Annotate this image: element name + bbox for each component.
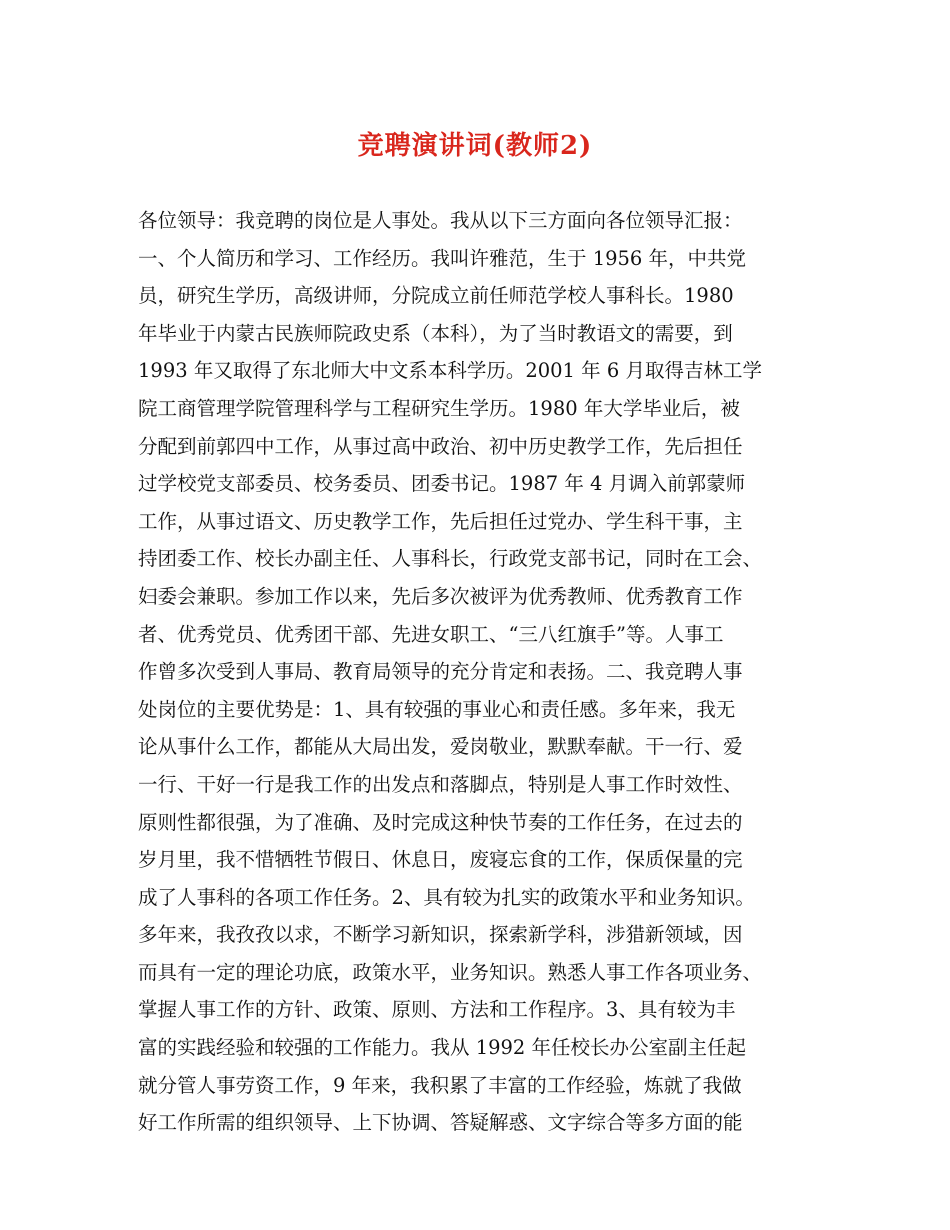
- body-line: 好工作所需的组织领导、上下协调、答疑解惑、文字综合等多方面的能: [138, 1111, 743, 1135]
- body-line: 各位领导：我竞聘的岗位是人事处。我从以下三方面向各位领导汇报：: [138, 209, 743, 232]
- body-line: 持团委工作、校长办副主任、人事科长，行政党支部书记，同时在工会、: [138, 547, 763, 571]
- body-line: 过学校党支部委员、校务委员、团委书记。1987 年 4 月调入前郭蒙师: [138, 472, 746, 496]
- body-line: 成了人事科的各项工作任务。2、具有较为扎实的政策水平和业务知识。: [138, 885, 755, 909]
- body-line: 院工商管理学院管理科学与工程研究生学历。1980 年大学毕业后，被: [138, 396, 740, 420]
- body-line: 就分管人事劳资工作，9 年来，我积累了丰富的工作经验，炼就了我做: [138, 1073, 742, 1097]
- body-line: 分配到前郭四中工作，从事过高中政治、初中历史教学工作，先后担任: [138, 434, 743, 458]
- body-line: 富的实践经验和较强的工作能力。我从 1992 年任校长办公室副主任起: [138, 1036, 747, 1060]
- body-line: 而具有一定的理论功底，政策水平，业务知识。熟悉人事工作各项业务、: [138, 960, 763, 984]
- body-line: 原则性都很强，为了准确、及时完成这种快节奏的工作任务，在过去的: [138, 810, 743, 834]
- body-line: 一行、干好一行是我工作的出发点和落脚点，特别是人事工作时效性、: [138, 772, 743, 796]
- body-line: 年毕业于内蒙古民族师院政史系（本科），为了当时教语文的需要，到: [138, 321, 733, 345]
- body-line: 1993 年又取得了东北师大中文系本科学历。2001 年 6 月取得吉林工学: [138, 359, 762, 383]
- body-line: 者、优秀党员、优秀团干部、先进女职工、“三八红旗手”等。人事工: [138, 622, 724, 646]
- document-title: 竞聘演讲词(教师2): [357, 131, 593, 161]
- body-line: 作曾多次受到人事局、教育局领导的充分肯定和表扬。二、我竞聘人事: [138, 660, 743, 684]
- body-line: 一、个人简历和学习、工作经历。我叫许雅范，生于 1956 年，中共党: [138, 246, 747, 270]
- body-line: 论从事什么工作，都能从大局出发，爱岗敬业，默默奉献。干一行、爱: [138, 735, 743, 759]
- body-line: 多年来，我孜孜以求，不断学习新知识，探索新学科，涉猎新领域，因: [138, 923, 743, 947]
- body-line: 岁月里，我不惜牺牲节假日、休息日，废寝忘食的工作，保质保量的完: [138, 848, 743, 872]
- body-line: 员，研究生学历，高级讲师，分院成立前任师范学校人事科长。1980: [138, 284, 734, 308]
- body-line: 处岗位的主要优势是：1、具有较强的事业心和责任感。多年来，我无: [138, 697, 736, 721]
- document-body: [138, 202, 828, 1142]
- body-line: 工作，从事过语文、历史教学工作，先后担任过党办、学生科干事，主: [138, 509, 743, 533]
- body-line: 妇委会兼职。参加工作以来，先后多次被评为优秀教师、优秀教育工作: [138, 584, 743, 608]
- body-line: 掌握人事工作的方针、政策、原则、方法和工作程序。3、具有较为丰: [138, 998, 736, 1022]
